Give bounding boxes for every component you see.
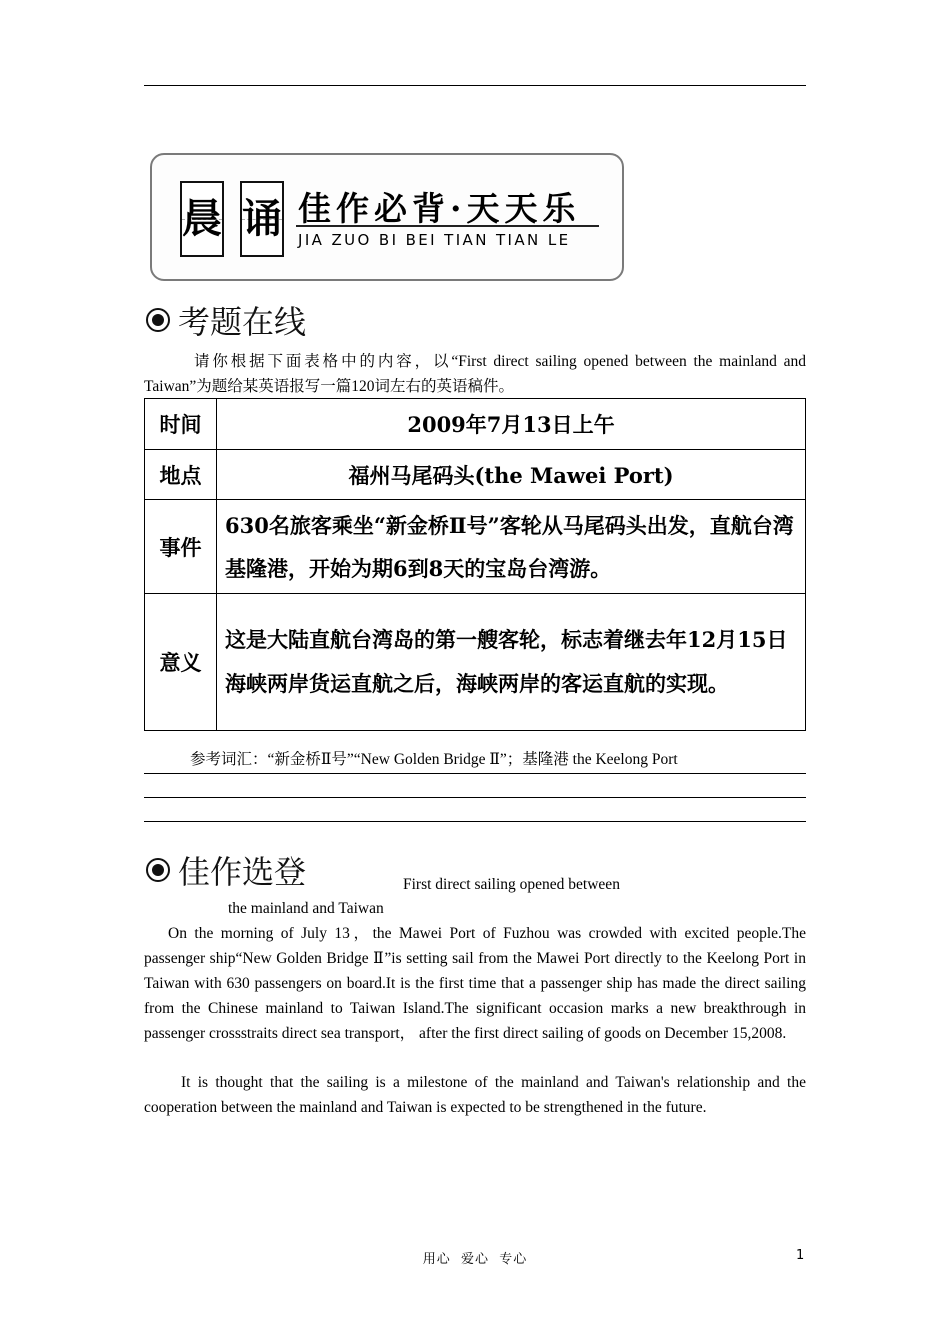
footer-motto: 用心 爱心 专心 (422, 1252, 528, 1267)
row-value: 福州马尾码头(the Mawei Port) (217, 450, 806, 500)
page-number: 1 (796, 1248, 805, 1263)
morning-reading-banner (150, 153, 624, 281)
banner-char-1: 晨 (182, 195, 222, 242)
row-label: 意义 (145, 594, 217, 731)
row-value: 2009年7月13日上午 (217, 399, 806, 450)
row-label: 时间 (145, 399, 217, 450)
essay-paragraph-2: It is thought that the sailing is a milestone of the mainland and Taiwan's relationship and the cooperation between the mainland and Taiwan is expected to be strengthened in the future. (144, 1074, 806, 1116)
essay-paragraph-1: On the morning of July 13，the Mawei Port of Fuzhou was crowded with excited people.The passenger ship“New Golden Bridge Ⅱ”is setting sail from the Mawei Port directly to the Keelong Port in Taiwan with 630 passengers on board.It is the first time that a passenger ship has made the direct sailing from the Chinese mainland to Taiwan Island.The significant occasion marks a new breakthrough in passenger crossstraits direct sea transport， after the first direct sailing of goods on December 15,2008. (144, 925, 806, 1042)
banner-subtitle: JIA ZUO BI BEI TIAN TIAN LE (298, 231, 571, 249)
row-value: 这是大陆直航台湾岛的第一艘客轮，标志着继去年12月15日海峡两岸货运直航之后，海峡两岸的客运直航的实现。 (217, 594, 806, 731)
essay-title-line-1: First direct sailing opened between (403, 876, 620, 893)
row-value: 630名旅客乘坐“新金桥Ⅱ号”客轮从马尾码头出发，直航台湾基隆港，开始为期6到8天的宝岛台湾游。 (217, 500, 806, 594)
row-label: 地点 (145, 450, 217, 500)
writing-line (144, 821, 806, 822)
info-table (144, 398, 806, 731)
writing-line (144, 797, 806, 798)
writing-line (144, 773, 806, 774)
banner-char-2: 诵 (242, 195, 282, 242)
section-heading-text: 佳作选登 (178, 853, 307, 891)
row-label: 事件 (145, 500, 217, 594)
table-row (145, 399, 806, 450)
table-row (145, 450, 806, 500)
bullet-icon (146, 308, 170, 332)
banner-char-box (240, 181, 284, 257)
vocabulary-hint: 参考词汇：“新金桥Ⅱ号”“New Golden Bridge Ⅱ”；基隆港 the Keelong Port (190, 751, 678, 768)
essay-title-line-2: the mainland and Taiwan (228, 900, 384, 917)
header-rule (144, 85, 806, 86)
table-row (145, 594, 806, 731)
banner-char-box (180, 181, 224, 257)
writing-prompt: 请你根据下面表格中的内容，以“First direct sailing opened between the mainland and Taiwan”为题给某英语报写一篇120词左右的英语稿件。 (144, 353, 806, 395)
bullet-icon (146, 858, 170, 882)
table-row (145, 500, 806, 594)
banner-divider (296, 225, 599, 227)
banner-title: 佳作必背·天天乐 (298, 189, 581, 228)
section-heading-text: 考题在线 (178, 303, 307, 341)
